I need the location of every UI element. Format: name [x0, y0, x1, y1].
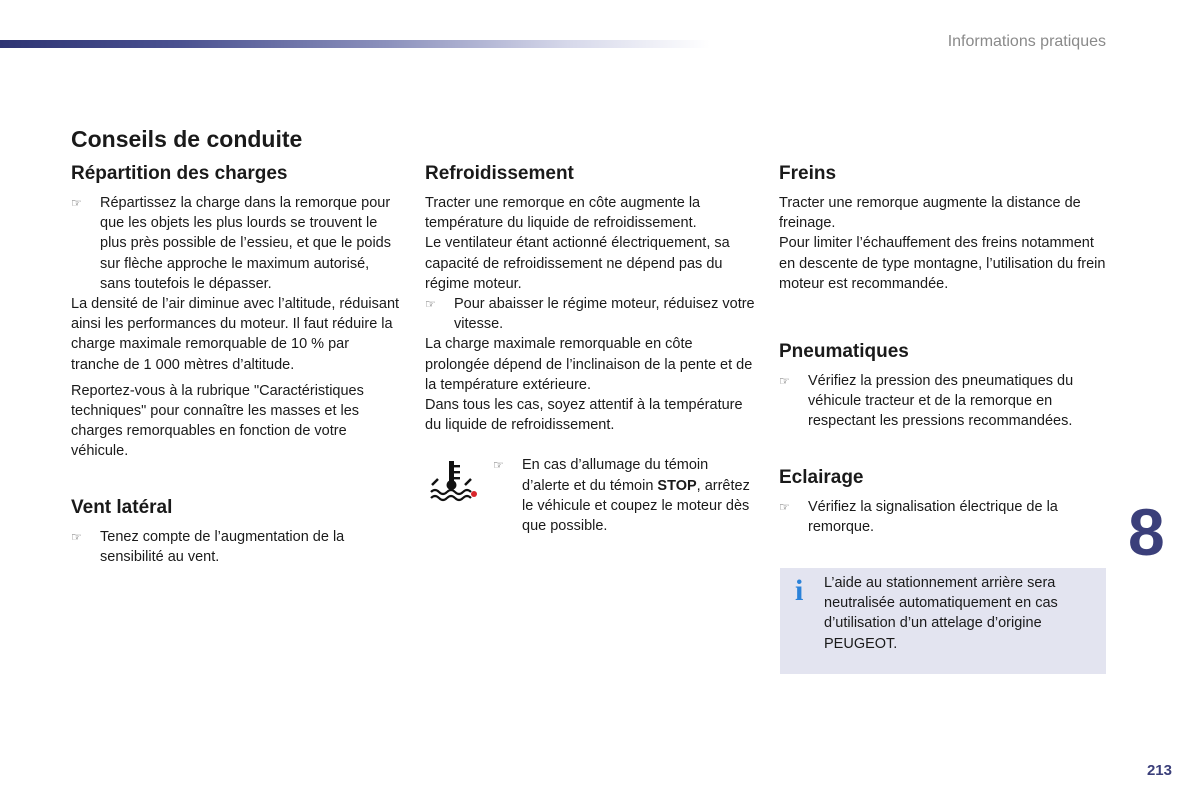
pointing-hand-icon: ☞: [71, 196, 82, 210]
info-text: L’aide au stationnement arrière sera neutralisée automatiquement en cas d’utilisation d’un attelage d’origine PEUGEOT.: [824, 575, 1058, 652]
column-right: [779, 162, 1109, 537]
bullet-text: Répartissez la charge dans la remorque pour que les objets les plus lourds se trouvent le plus près possible de l’essieu, et que le poids sur flèche approche le maximum autorisé, sans toutefois le dépasser.: [100, 195, 391, 292]
bullet-item: [425, 294, 755, 334]
paragraph: Dans tous les cas, soyez attentif à la température du liquide de refroidissement.: [425, 397, 743, 434]
bullet-item: [71, 193, 401, 294]
column-left: [71, 162, 401, 567]
bullet-text: Pour abaisser le régime moteur, réduisez votre vitesse.: [454, 296, 755, 333]
section-title: Informations pratiques: [947, 33, 1106, 50]
page-number: 213: [1146, 762, 1172, 779]
paragraph: La charge maximale remorquable en côte prolongée dépend de l’inclinaison de la pente et de la température extérieure.: [425, 336, 753, 393]
heading-freins: Freins: [779, 163, 837, 184]
paragraph: Tracter une remorque en côte augmente la température du liquide de refroidissement.: [425, 195, 701, 232]
pointing-hand-icon: ☞: [779, 374, 790, 389]
chapter-number: 8: [1128, 495, 1165, 569]
paragraph: Tracter une remorque augmente la distance de freinage.: [779, 195, 1081, 232]
coolant-temperature-icon: [429, 459, 477, 503]
bullet-text: En cas d’allumage du témoin d’alerte et du témoin STOP, arrêtez le véhicule et coupez le moteur dès que possible.: [522, 457, 750, 535]
header-gradient-bar: [0, 40, 710, 48]
paragraph-caracteristiques: Reportez-vous à la rubrique "Caractéristiques techniques" pour connaître les masses et les charges remorquables en fonction de votre véhicule.: [71, 382, 364, 460]
info-box: [780, 568, 1106, 674]
info-icon: i: [795, 574, 804, 607]
heading-vent: Vent latéral: [71, 496, 173, 518]
stop-warning-block: [425, 455, 755, 536]
paragraph: Le ventilateur étant actionné électriquement, sa capacité de refroidissement ne dépend pas du régime moteur.: [425, 235, 730, 292]
heading-pneumatiques: Pneumatiques: [779, 341, 909, 363]
heading-repartition: Répartition des charges: [71, 163, 288, 184]
paragraph-altitude: La densité de l’air diminue avec l’altitude, réduisant ainsi les performances du moteur. Il faut réduire la charge maximale remorquable de 10 % par tranche de 1 000 mètres d’altitude.: [71, 296, 400, 373]
page-title: Conseils de conduite: [71, 126, 303, 152]
pointing-hand-icon: ☞: [71, 529, 82, 544]
bullet-item: [779, 497, 1109, 537]
heading-eclairage: Eclairage: [779, 466, 864, 488]
pointing-hand-icon: ☞: [779, 499, 790, 514]
bullet-text: Vérifiez la signalisation électrique de la remorque.: [808, 498, 1058, 535]
bullet-text: Tenez compte de l’augmentation de la sensibilité au vent.: [100, 528, 345, 565]
pointing-hand-icon: ☞: [425, 297, 436, 312]
column-middle: [425, 162, 755, 536]
bullet-item: [71, 527, 401, 567]
bullet-item: [779, 371, 1109, 432]
heading-refroidissement: Refroidissement: [425, 163, 574, 184]
bullet-text: Vérifiez la pression des pneumatiques du véhicule tracteur et de la remorque en respectant les pressions recommandées.: [808, 373, 1074, 430]
red-dot-icon: [471, 491, 477, 497]
pointing-hand-icon: ☞: [493, 458, 504, 473]
paragraph: Pour limiter l’échauffement des freins notamment en descente de type montagne, l’utilisation du frein moteur est recommandée.: [779, 235, 1106, 292]
bullet-item: [493, 455, 755, 536]
stop-label: STOP: [657, 477, 697, 494]
